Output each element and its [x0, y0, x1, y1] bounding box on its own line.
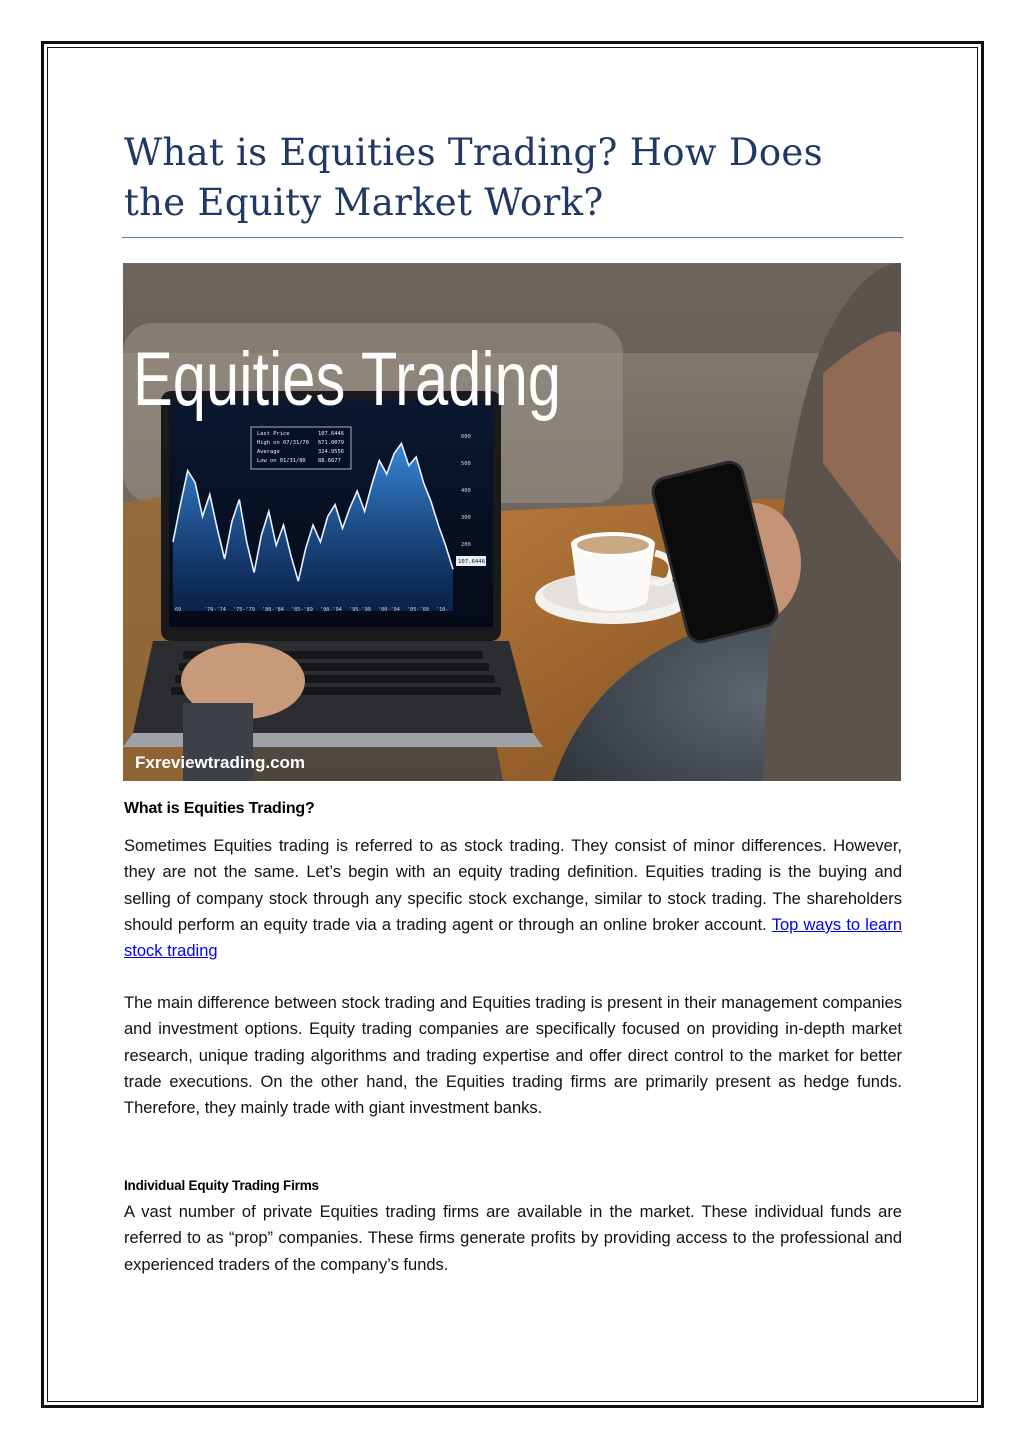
legend-last-value: 107.6446: [318, 431, 344, 437]
paragraph-definition-text: Sometimes Equities trading is referred to as stock trading. They consist of minor differences. However, they are not the same. Let’s begin with an equity trading definition. Equities trading is the buying and selling of company stock through any specific stock exchange, similar to stock trading. The shareholders should perform an equity trade via a trading agent or through an online broker account.: [124, 837, 902, 934]
legend-low-label: Low on 01/31/80: [257, 458, 306, 464]
chart-y-tick: 400: [461, 488, 471, 494]
legend-high-value: 671.0079: [318, 440, 344, 446]
legend-high-label: High on 07/31/70: [257, 440, 309, 446]
chart-y-tick: 500: [461, 461, 471, 467]
paragraph-individual-firms: A vast number of private Equities trading firms are available in the market. These individual funds are referred to as “prop” companies. These firms generate profits by providing access to the professional and experienced traders of the company’s funds.: [124, 1203, 902, 1274]
chart-y-tick: 200: [461, 542, 471, 548]
paragraph-definition: [124, 833, 902, 964]
legend-average-label: Average: [257, 449, 280, 455]
chart-price-tag: 107.6446: [458, 559, 485, 565]
learn-stock-trading-link[interactable]: Top ways to learn stock trading: [124, 915, 902, 961]
chart-x-tick: '10-: [436, 607, 449, 613]
hero-overlay-title: Equities Trading: [133, 337, 561, 422]
section-heading-individual-firms: Individual Equity Trading Firms: [124, 1178, 319, 1193]
chart-x-tick: '95-'99: [349, 607, 371, 613]
chart-x-tick: '00-'04: [378, 607, 400, 613]
chart-x-tick: '70-'74: [204, 607, 226, 613]
legend-last-label: Last Price: [257, 431, 290, 437]
page-title: What is Equities Trading? How Does the Equity Market Work?: [124, 131, 823, 224]
chart-x-tick: '80-'84: [262, 607, 284, 613]
hero-image: [123, 263, 901, 781]
hero-watermark: Fxreviewtrading.com: [135, 753, 306, 772]
chart-y-tick: 300: [461, 515, 471, 521]
section-heading-equities-trading: What is Equities Trading?: [124, 800, 315, 817]
legend-average-value: 324.9556: [318, 449, 344, 455]
chart-x-tick: '90-'94: [320, 607, 342, 613]
chart-x-tick: '75-'79: [233, 607, 255, 613]
chart-y-tick: 600: [461, 434, 471, 440]
chart-x-tick: '85-'89: [291, 607, 313, 613]
title-underline: [122, 237, 903, 238]
chart-x-tick: '05-'09: [407, 607, 429, 613]
legend-low-value: 88.6677: [318, 458, 341, 464]
paragraph-differences: The main difference between stock trading and Equities trading is present in their management companies and investment options. Equity trading companies are specifically focused on providing in-depth market research, unique trading algorithms and trading expertise and offer direct control to the market for better trade executions. On the other hand, the Equities trading firms are primarily present as hedge funds. Therefore, they mainly trade with giant investment banks.: [124, 994, 902, 1118]
chart-x-tick: 69: [175, 607, 182, 613]
